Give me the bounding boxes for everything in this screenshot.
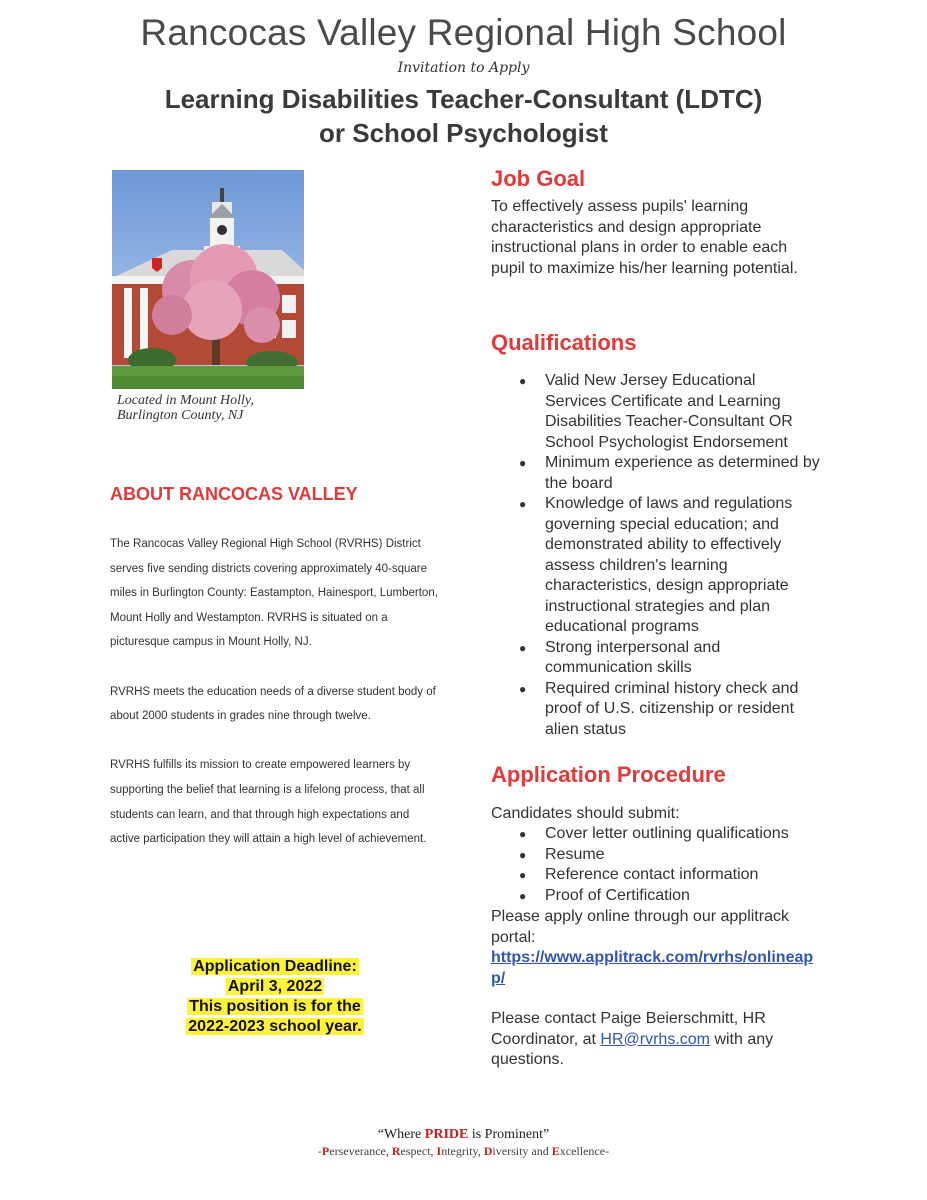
value-rest: xcellence — [559, 1144, 606, 1158]
job-title — [0, 82, 927, 150]
deadline-line-3: This position is for the — [189, 998, 361, 1015]
contact-text — [491, 1009, 821, 1071]
school-photo — [112, 170, 304, 389]
list-item: ● Reference contact information — [491, 865, 821, 886]
apply-online-text: Please apply online through our applitrack portal: — [491, 908, 789, 946]
procedure-list — [491, 824, 821, 906]
list-item: ● Resume — [491, 845, 821, 866]
about-heading: ABOUT RANCOCAS VALLEY — [110, 484, 358, 504]
list-item: ● Minimum experience as determined by the board — [491, 453, 821, 494]
application-deadline — [110, 957, 440, 1037]
qualifications-heading: Qualifications — [491, 330, 637, 355]
job-title-line-2: or School Psychologist — [319, 118, 608, 148]
deadline-school-year: 2022-2023 school year. — [188, 1018, 362, 1035]
motto-pride: PRIDE — [424, 1127, 469, 1142]
motto — [0, 1127, 927, 1143]
procedure-heading: Application Procedure — [491, 762, 726, 787]
contact-text-before: Please contact Paige Beierschmitt, HR Coordinator, at — [491, 1010, 766, 1048]
value-rest: iversity and — [492, 1144, 552, 1158]
deadline-line-1: Application Deadline: — [193, 958, 357, 975]
qualifications-list — [491, 371, 821, 740]
list-item: ● Knowledge of laws and regulations governing special education; and demonstrated ability to effectively assess children's learning characteristics, design appropriate instructional strategies and plan educational programs — [491, 494, 821, 638]
value-initial: D — [483, 1144, 493, 1158]
job-goal-heading: Job Goal — [491, 166, 586, 191]
value-rest: erseverance, — [329, 1144, 392, 1158]
about-paragraph: The Rancocas Valley Regional High School (RVRHS) District serves five sending districts covering approximately 40-square miles in Burlington County: Eastampton, Hainesport, Lumberton, Mount Holly and Westampton. RVRHS is situated on a picturesque campus in Mount Holly, NJ. — [110, 538, 438, 649]
list-item: ● Valid New Jersey Educational Services Certificate and Learning Disabilities Teacher-Consultant OR School Psychologist Endorsement — [491, 371, 821, 453]
motto-open: “Where — [377, 1127, 425, 1142]
contact-text-after: with any questions. — [491, 1030, 774, 1068]
about-paragraph: RVRHS meets the education needs of a diverse student body of about 2000 students in grades nine through twelve. — [110, 685, 436, 723]
value-initial: E — [551, 1144, 560, 1158]
invitation-text: Invitation to Apply — [397, 60, 530, 76]
job-goal-text: To effectively assess pupils' learning characteristics and design appropriate instructional plans in order to enable each pupil to maximize his/her learning potential. — [491, 198, 798, 277]
school-building-illustration — [112, 170, 304, 389]
list-item: ● Cover letter outlining qualifications — [491, 824, 821, 845]
photo-caption-line-2: Burlington County, NJ — [117, 408, 244, 423]
value-initial: P — [321, 1144, 330, 1158]
core-values: -Perseverance, Respect, Integrity, Diversity and Excellence- — [317, 1144, 610, 1158]
list-item: ● Strong interpersonal and communication skills — [491, 638, 821, 679]
school-name: Rancocas Valley Regional High School — [140, 12, 787, 53]
list-item: ● Required criminal history check and proof of U.S. citizenship or resident alien status — [491, 679, 821, 741]
photo-caption — [117, 393, 317, 423]
list-item: ● Proof of Certification — [491, 886, 821, 907]
hr-email-link[interactable]: HR@rvrhs.com — [600, 1030, 710, 1048]
value-initial: I — [436, 1144, 442, 1158]
applitrack-link[interactable]: https://www.applitrack.com/rvrhs/onlineapp/ — [491, 949, 814, 987]
value-initial: R — [391, 1144, 401, 1158]
about-paragraph: RVRHS fulfills its mission to create empowered learners by supporting the belief that learning is a lifelong process, that all students can learn, and that through high expectations and active participation they will attain a high level of achievement. — [110, 759, 427, 846]
about-body — [110, 532, 440, 876]
job-title-line-1: Learning Disabilities Teacher-Consultant (LDTC) — [164, 84, 763, 114]
value-rest: ntegrity, — [441, 1144, 484, 1158]
motto-close: is Prominent” — [468, 1127, 550, 1142]
value-rest: espect, — [400, 1144, 437, 1158]
procedure-lead: Candidates should submit: — [491, 805, 680, 822]
deadline-date: April 3, 2022 — [227, 978, 323, 995]
photo-caption-line-1: Located in Mount Holly, — [117, 393, 254, 408]
